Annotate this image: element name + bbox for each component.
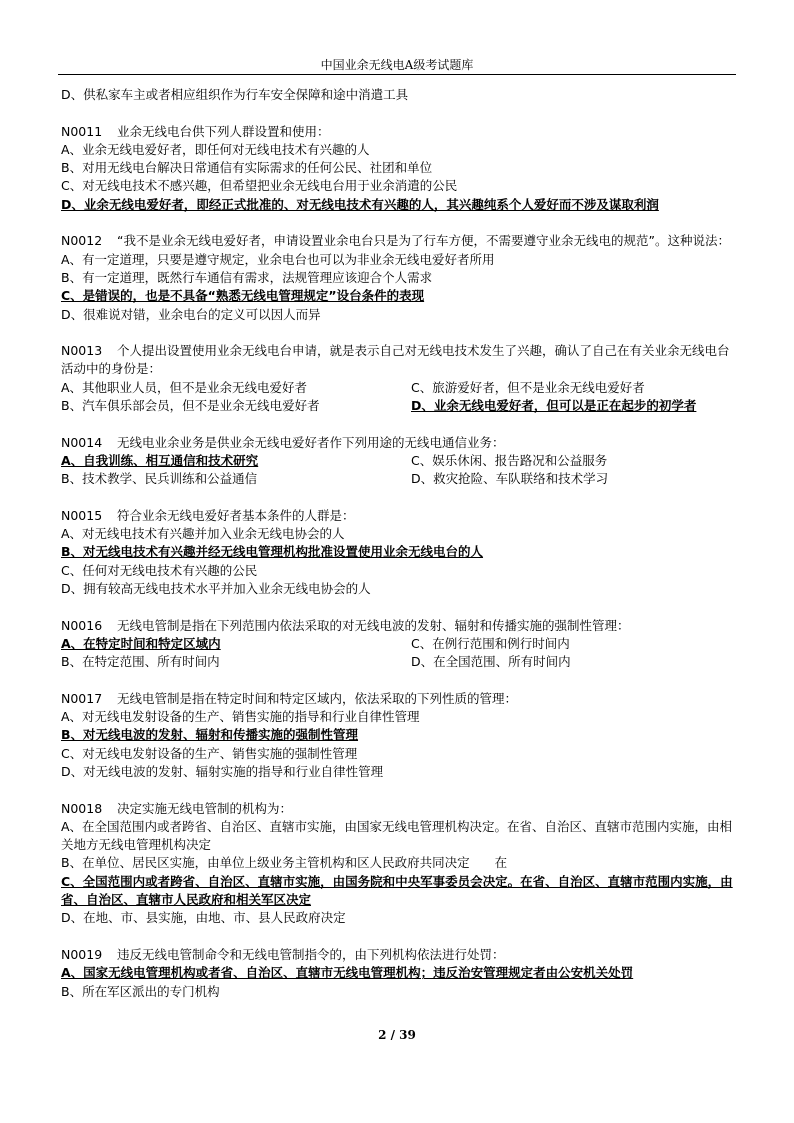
option-d-continued: D、供私家车主或者相应组织作为行车安全保障和途中消遣工具 [61,87,409,102]
question-n0017 [61,690,734,708]
option-d: D、很难说对错，业余电台的定义可以因人而异 [61,306,321,322]
header-divider [58,74,736,75]
option-a: A、业余无线电爱好者，即任何对无线电技术有兴趣的人 [61,141,370,157]
question-id: N0013 [61,343,103,359]
option-row [61,452,734,470]
question-id: N0014 [61,434,103,450]
option-row [61,470,734,488]
question-id: N0017 [61,690,103,706]
question-n0013 [61,342,734,379]
question-stem: 决定实施无线电管制的机构为： [117,800,293,816]
question-stem: 个人提出设置使用业余无线电台申请，就是表示自己对无线电技术发生了兴趣，确认了自己在有关业余无线电台活动中的身份是： [61,343,730,377]
option-a: A、对无线电技术有兴趣并加入业余无线电协会的人 [61,526,345,542]
option-d: D、救灾抢险、车队联络和技术学习 [411,471,609,487]
option-c: C、旅游爱好者，但不是业余无线电爱好者 [411,379,645,395]
question-stem: 业余无线电台供下列人群设置和使用： [117,123,330,139]
question-id: N0015 [61,507,103,523]
page-header: 中国业余无线电A级考试题库 [320,58,474,72]
question-n0015 [61,507,734,525]
question-id: N0019 [61,946,103,962]
option-d: D、对无线电波的发射、辐射实施的指导和行业自律性管理 [61,763,384,779]
option-d-correct: D、业余无线电爱好者，即经正式批准的、对无线电技术有兴趣的人，其兴趣纯系个人爱好而不涉及谋取利润 [61,196,659,212]
option-a-correct: A、在特定时间和特定区域内 [61,635,221,651]
question-stem: 无线电管制是指在下列范围内依法采取的对无线电波的发射、辐射和传播实施的强制性管理： [117,617,630,633]
question-id: N0016 [61,617,103,633]
option-row [61,379,734,397]
option-b: B、在单位、居民区实施，由单位上级业务主管机构和区人民政府共同决定 在 [61,855,508,871]
question-stem: 违反无线电管制命令和无线电管制指令的，由下列机构依法进行处罚： [117,946,505,962]
option-a: A、在全国范围内或者跨省、自治区、直辖市实施，由国家无线电管理机构决定。在省、自治区、直辖市范围内实施，由相关地方无线电管理机构决定 [61,818,733,853]
page-number: 2 / 39 [378,1028,416,1042]
question-n0014 [61,434,734,452]
option-b: B、汽车俱乐部会员，但不是业余无线电爱好者 [61,398,320,414]
question-n0016 [61,617,734,635]
question-id: N0018 [61,800,103,816]
question-stem: 符合业余无线电爱好者基本条件的人群是： [117,507,355,523]
question-list [61,86,734,1001]
option-b: B、对用无线电台解决日常通信有实际需求的任何公民、社团和单位 [61,160,433,176]
option-c: C、任何对无线电技术有兴趣的公民 [61,562,258,578]
question-id: N0011 [61,123,103,139]
option-a-correct: A、自我训练、相互通信和技术研究 [61,452,259,468]
question-stem: “我不是业余无线电爱好者，申请设置业余电台只是为了行车方便，不需要遵守业余无线电的规范”。这种说法： [117,233,730,249]
option-row [61,653,734,671]
option-c: C、娱乐休闲、报告路况和公益服务 [411,452,608,468]
option-b: B、所在军区派出的专门机构 [61,983,220,999]
option-a: A、有一定道理，只要是遵守规定，业余电台也可以为非业余无线电爱好者所用 [61,251,495,267]
question-stem: 无线电管制是指在特定时间和特定区域内，依法采取的下列性质的管理： [117,690,518,706]
option-d: D、拥有较高无线电技术水平并加入业余无线电协会的人 [61,581,371,597]
option-a: A、对无线电发射设备的生产、销售实施的指导和行业自律性管理 [61,709,420,725]
option-a-correct: A、国家无线电管理机构或者省、自治区、直辖市无线电管理机构；违反治安管理规定者由公安机关处罚 [61,965,634,981]
option-c: C、对无线电发射设备的生产、销售实施的强制性管理 [61,745,358,761]
option-b-correct: B、对无线电波的发射、辐射和传播实施的强制性管理 [61,727,359,743]
option-c-correct: C、是错误的，也是不具备“熟悉无线电管理规定”设台条件的表现 [61,288,425,304]
question-n0012 [61,232,734,250]
option-d-correct: D、业余无线电爱好者，但可以是正在起步的初学者 [411,398,697,414]
option-c: C、对无线电技术不感兴趣，但希望把业余无线电台用于业余消遣的公民 [61,178,458,194]
option-b: B、技术教学、民兵训练和公益通信 [61,471,258,487]
option-b-correct: B、对无线电技术有兴趣并经无线电管理机构批准设置使用业余无线电台的人 [61,544,484,560]
option-d: D、在地、市、县实施，由地、市、县人民政府决定 [61,910,346,926]
option-c-correct: C、全国范围内或者跨省、自治区、直辖市实施，由国务院和中央军事委员会决定。在省、自治区、直辖市范围内实施，由省、自治区、直辖市人民政府和相关军区决定 [61,873,733,908]
option-d: D、在全国范围、所有时间内 [411,654,571,670]
option-b: B、有一定道理，既然行车通信有需求，法规管理应该迎合个人需求 [61,269,433,285]
question-id: N0012 [61,233,103,249]
option-a: A、其他职业人员，但不是业余无线电爱好者 [61,379,308,395]
option-c: C、在例行范围和例行时间内 [411,635,570,651]
option-row [61,635,734,653]
option-row [61,397,734,415]
question-n0018 [61,800,734,818]
option-b: B、在特定范围、所有时间内 [61,654,220,670]
question-stem: 无线电业余业务是供业余无线电爱好者作下列用途的无线电通信业务： [117,434,505,450]
question-n0011 [61,123,734,141]
question-n0019 [61,946,734,964]
